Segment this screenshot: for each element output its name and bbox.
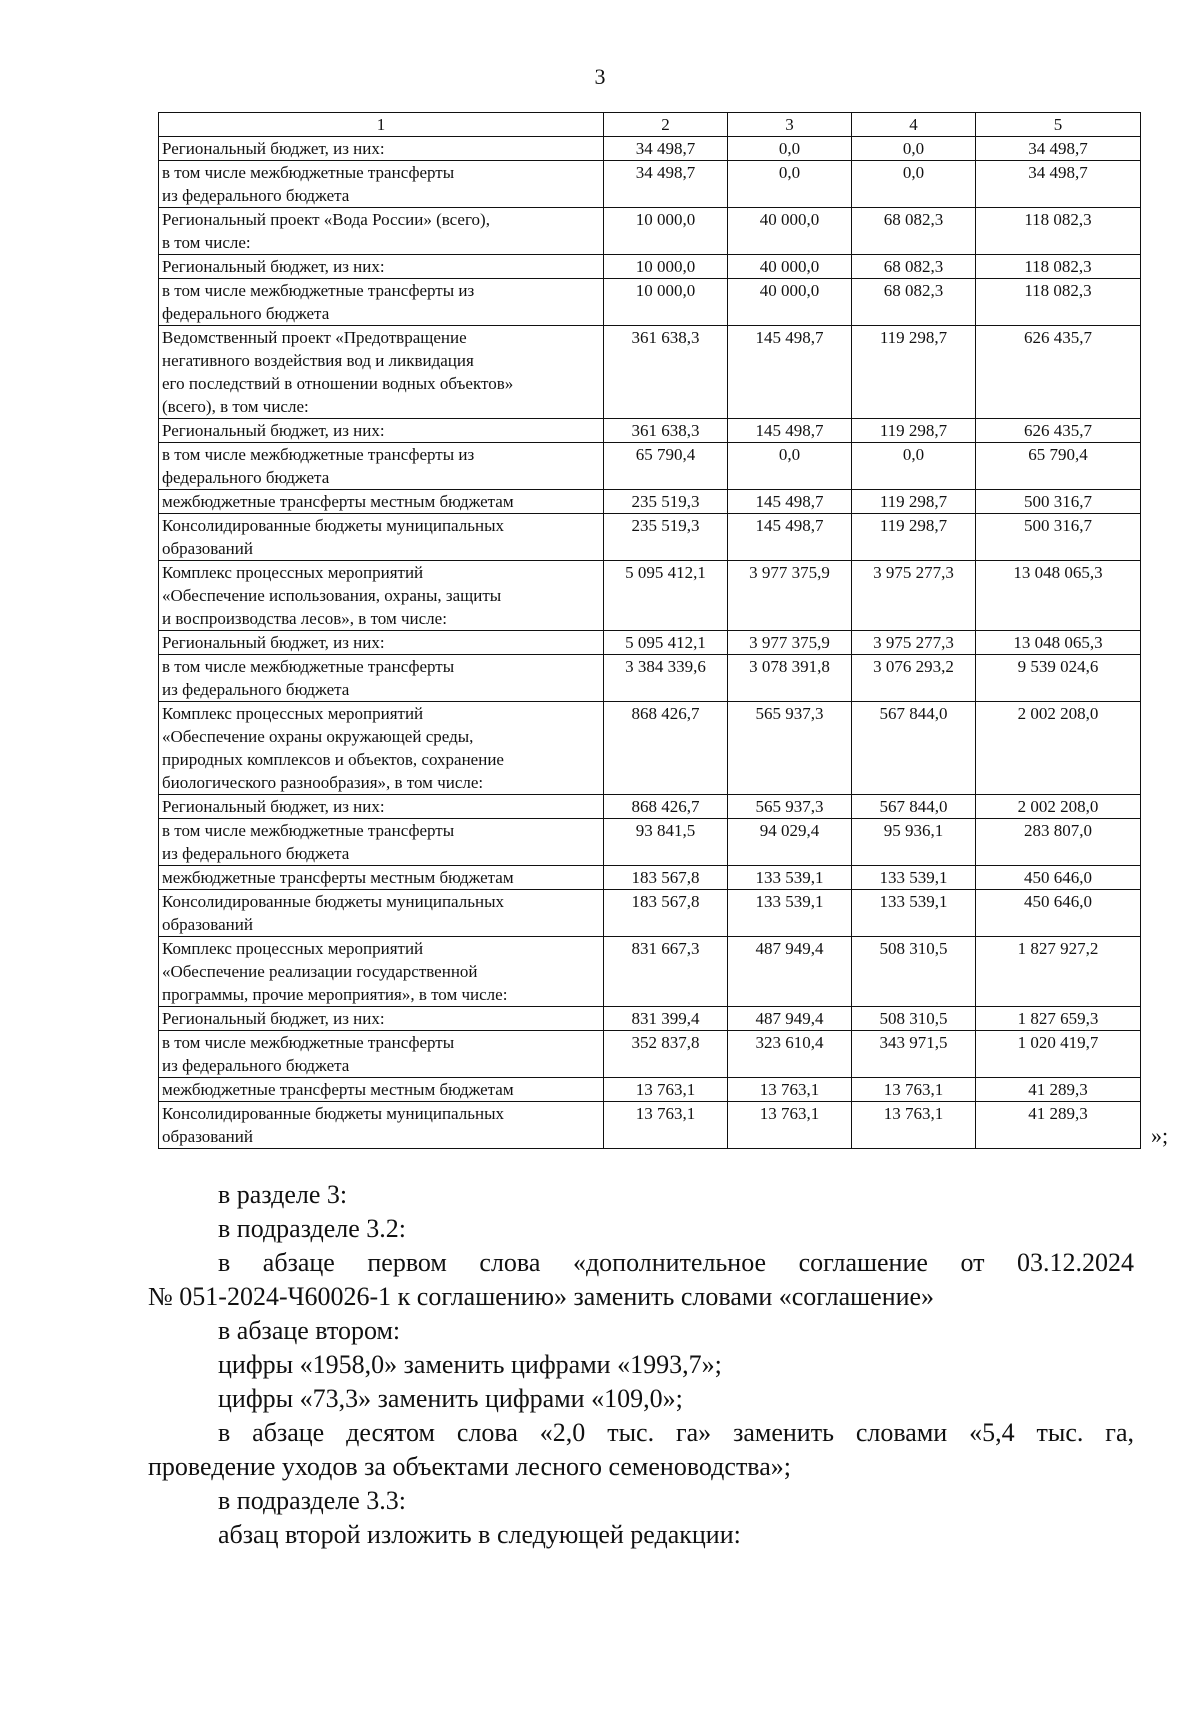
row-value-c5: 283 807,0 <box>976 819 1141 866</box>
row-label: Консолидированные бюджеты муниципальных образований <box>159 514 604 561</box>
row-value-c3: 40 000,0 <box>728 208 852 255</box>
table-row <box>159 1102 1141 1149</box>
row-value-c4: 68 082,3 <box>852 279 976 326</box>
row-value-c4: 119 298,7 <box>852 514 976 561</box>
row-value-c4: 133 539,1 <box>852 890 976 937</box>
row-value-c3: 3 977 375,9 <box>728 561 852 631</box>
paragraph: абзац второй изложить в следующей редакции: <box>218 1520 741 1549</box>
row-value-c5: 500 316,7 <box>976 490 1141 514</box>
table-header-row <box>159 113 1141 137</box>
row-label: межбюджетные трансферты местным бюджетам <box>159 1078 604 1102</box>
paragraph: в абзаце десятом слова «2,0 тыс. га» заменить словами «5,4 тыс. га, <box>218 1418 1134 1447</box>
row-label: в том числе межбюджетные трансферты из федерального бюджета <box>159 279 604 326</box>
row-value-c3: 0,0 <box>728 161 852 208</box>
row-value-c3: 565 937,3 <box>728 702 852 795</box>
paragraph: № 051-2024-Ч60026-1 к соглашению» заменить словами «соглашение» <box>148 1282 935 1311</box>
row-label: Региональный бюджет, из них: <box>159 631 604 655</box>
row-value-c2: 10 000,0 <box>604 208 728 255</box>
table-row <box>159 161 1141 208</box>
row-value-c5: 1 020 419,7 <box>976 1031 1141 1078</box>
row-value-c5: 1 827 927,2 <box>976 937 1141 1007</box>
table-row <box>159 1007 1141 1031</box>
row-value-c4: 508 310,5 <box>852 1007 976 1031</box>
row-value-c4: 13 763,1 <box>852 1078 976 1102</box>
column-header: 5 <box>976 113 1141 137</box>
row-value-c4: 567 844,0 <box>852 702 976 795</box>
row-value-c4: 119 298,7 <box>852 419 976 443</box>
row-label: Региональный бюджет, из них: <box>159 795 604 819</box>
row-label: Комплекс процессных мероприятий «Обеспечение охраны окружающей среды, природных комплексов и объектов, сохранение биологического разнообразия», в том числе: <box>159 702 604 795</box>
row-value-c3: 13 763,1 <box>728 1102 852 1149</box>
row-value-c2: 361 638,3 <box>604 419 728 443</box>
row-value-c5: 1 827 659,3 <box>976 1007 1141 1031</box>
row-value-c2: 13 763,1 <box>604 1102 728 1149</box>
row-value-c5: 65 790,4 <box>976 443 1141 490</box>
row-value-c3: 40 000,0 <box>728 255 852 279</box>
table-row <box>159 937 1141 1007</box>
paragraph: проведение уходов за объектами лесного семеноводства»; <box>148 1452 792 1481</box>
table-row <box>159 255 1141 279</box>
paragraph: цифры «73,3» заменить цифрами «109,0»; <box>218 1384 683 1413</box>
closing-quote-mark: »; <box>1151 1123 1169 1148</box>
table-row <box>159 702 1141 795</box>
row-value-c3: 133 539,1 <box>728 866 852 890</box>
row-value-c5: 41 289,3 <box>976 1102 1141 1149</box>
row-label: Региональный бюджет, из них: <box>159 419 604 443</box>
row-value-c2: 5 095 412,1 <box>604 631 728 655</box>
row-value-c5: 13 048 065,3 <box>976 561 1141 631</box>
row-value-c5: 118 082,3 <box>976 208 1141 255</box>
table-row <box>159 137 1141 161</box>
row-value-c3: 145 498,7 <box>728 419 852 443</box>
row-label: межбюджетные трансферты местным бюджетам <box>159 490 604 514</box>
row-value-c2: 235 519,3 <box>604 490 728 514</box>
row-value-c2: 93 841,5 <box>604 819 728 866</box>
paragraph: в абзаце первом слова «дополнительное соглашение от 03.12.2024 <box>218 1248 1134 1277</box>
row-value-c5: 34 498,7 <box>976 137 1141 161</box>
row-value-c5: 450 646,0 <box>976 866 1141 890</box>
row-label: Региональный проект «Вода России» (всего), в том числе: <box>159 208 604 255</box>
table-row <box>159 1031 1141 1078</box>
row-value-c4: 0,0 <box>852 137 976 161</box>
table-row <box>159 326 1141 419</box>
paragraph: в подразделе 3.2: <box>218 1214 407 1243</box>
row-value-c2: 868 426,7 <box>604 795 728 819</box>
table-row <box>159 890 1141 937</box>
table-row <box>159 631 1141 655</box>
row-label: Комплекс процессных мероприятий «Обеспечение использования, охраны, защиты и воспроизводства лесов», в том числе: <box>159 561 604 631</box>
row-value-c5: 626 435,7 <box>976 419 1141 443</box>
row-value-c3: 3 977 375,9 <box>728 631 852 655</box>
row-value-c2: 352 837,8 <box>604 1031 728 1078</box>
paragraph: в абзаце втором: <box>218 1316 401 1345</box>
amendment-text <box>148 1178 1134 1552</box>
row-value-c3: 565 937,3 <box>728 795 852 819</box>
row-value-c4: 0,0 <box>852 443 976 490</box>
table-row <box>159 819 1141 866</box>
row-value-c2: 868 426,7 <box>604 702 728 795</box>
row-value-c3: 0,0 <box>728 137 852 161</box>
row-value-c2: 831 667,3 <box>604 937 728 1007</box>
row-value-c3: 145 498,7 <box>728 490 852 514</box>
row-label: Региональный бюджет, из них: <box>159 255 604 279</box>
table-row <box>159 1078 1141 1102</box>
paragraph: в подразделе 3.3: <box>218 1486 407 1515</box>
row-value-c4: 119 298,7 <box>852 326 976 419</box>
row-value-c3: 323 610,4 <box>728 1031 852 1078</box>
row-value-c4: 119 298,7 <box>852 490 976 514</box>
row-value-c2: 34 498,7 <box>604 137 728 161</box>
row-value-c2: 5 095 412,1 <box>604 561 728 631</box>
column-header: 1 <box>159 113 604 137</box>
paragraph: цифры «1958,0» заменить цифрами «1993,7»; <box>218 1350 722 1379</box>
table-row <box>159 795 1141 819</box>
row-label: межбюджетные трансферты местным бюджетам <box>159 866 604 890</box>
page-number: 3 <box>594 64 606 89</box>
row-value-c4: 0,0 <box>852 161 976 208</box>
row-value-c2: 183 567,8 <box>604 890 728 937</box>
row-value-c3: 487 949,4 <box>728 937 852 1007</box>
row-value-c2: 361 638,3 <box>604 326 728 419</box>
row-label: в том числе межбюджетные трансферты из федерального бюджета <box>159 161 604 208</box>
row-value-c5: 626 435,7 <box>976 326 1141 419</box>
row-value-c4: 567 844,0 <box>852 795 976 819</box>
row-value-c5: 13 048 065,3 <box>976 631 1141 655</box>
row-label: Консолидированные бюджеты муниципальных образований <box>159 890 604 937</box>
row-value-c3: 0,0 <box>728 443 852 490</box>
row-value-c2: 3 384 339,6 <box>604 655 728 702</box>
table-row <box>159 561 1141 631</box>
row-value-c2: 10 000,0 <box>604 279 728 326</box>
column-header: 3 <box>728 113 852 137</box>
row-value-c5: 9 539 024,6 <box>976 655 1141 702</box>
row-value-c3: 145 498,7 <box>728 514 852 561</box>
row-label: в том числе межбюджетные трансферты из федерального бюджета <box>159 1031 604 1078</box>
table-row <box>159 490 1141 514</box>
column-header: 2 <box>604 113 728 137</box>
row-value-c2: 183 567,8 <box>604 866 728 890</box>
row-value-c5: 2 002 208,0 <box>976 702 1141 795</box>
paragraph: в разделе 3: <box>218 1180 348 1209</box>
row-value-c2: 13 763,1 <box>604 1078 728 1102</box>
row-value-c2: 10 000,0 <box>604 255 728 279</box>
row-value-c5: 34 498,7 <box>976 161 1141 208</box>
row-label: Региональный бюджет, из них: <box>159 1007 604 1031</box>
table-row <box>159 443 1141 490</box>
row-label: в том числе межбюджетные трансферты из федерального бюджета <box>159 443 604 490</box>
table-row <box>159 208 1141 255</box>
row-value-c3: 13 763,1 <box>728 1078 852 1102</box>
table-row <box>159 866 1141 890</box>
row-value-c4: 68 082,3 <box>852 208 976 255</box>
row-value-c5: 500 316,7 <box>976 514 1141 561</box>
row-value-c4: 343 971,5 <box>852 1031 976 1078</box>
row-value-c4: 3 975 277,3 <box>852 631 976 655</box>
row-label: Ведомственный проект «Предотвращение негативного воздействия вод и ликвидация его последствий в отношении водных объектов» (всего), в том числе: <box>159 326 604 419</box>
row-value-c3: 487 949,4 <box>728 1007 852 1031</box>
row-value-c3: 40 000,0 <box>728 279 852 326</box>
row-label: в том числе межбюджетные трансферты из федерального бюджета <box>159 655 604 702</box>
table-body <box>159 137 1141 1149</box>
row-value-c5: 41 289,3 <box>976 1078 1141 1102</box>
row-value-c5: 2 002 208,0 <box>976 795 1141 819</box>
row-value-c3: 3 078 391,8 <box>728 655 852 702</box>
row-value-c5: 118 082,3 <box>976 279 1141 326</box>
row-label: Консолидированные бюджеты муниципальных образований <box>159 1102 604 1149</box>
row-value-c5: 118 082,3 <box>976 255 1141 279</box>
row-value-c2: 235 519,3 <box>604 514 728 561</box>
column-header: 4 <box>852 113 976 137</box>
row-value-c4: 508 310,5 <box>852 937 976 1007</box>
table-row <box>159 419 1141 443</box>
row-value-c3: 145 498,7 <box>728 326 852 419</box>
row-value-c4: 13 763,1 <box>852 1102 976 1149</box>
row-value-c4: 68 082,3 <box>852 255 976 279</box>
row-value-c4: 133 539,1 <box>852 866 976 890</box>
row-label: Региональный бюджет, из них: <box>159 137 604 161</box>
budget-table <box>158 112 1141 1149</box>
row-label: в том числе межбюджетные трансферты из федерального бюджета <box>159 819 604 866</box>
table-row <box>159 655 1141 702</box>
row-value-c2: 34 498,7 <box>604 161 728 208</box>
row-label: Комплекс процессных мероприятий «Обеспечение реализации государственной программы, прочие мероприятия», в том числе: <box>159 937 604 1007</box>
row-value-c3: 94 029,4 <box>728 819 852 866</box>
row-value-c2: 831 399,4 <box>604 1007 728 1031</box>
table-row <box>159 514 1141 561</box>
table-row <box>159 279 1141 326</box>
row-value-c3: 133 539,1 <box>728 890 852 937</box>
row-value-c5: 450 646,0 <box>976 890 1141 937</box>
row-value-c4: 3 975 277,3 <box>852 561 976 631</box>
row-value-c2: 65 790,4 <box>604 443 728 490</box>
row-value-c4: 95 936,1 <box>852 819 976 866</box>
row-value-c4: 3 076 293,2 <box>852 655 976 702</box>
